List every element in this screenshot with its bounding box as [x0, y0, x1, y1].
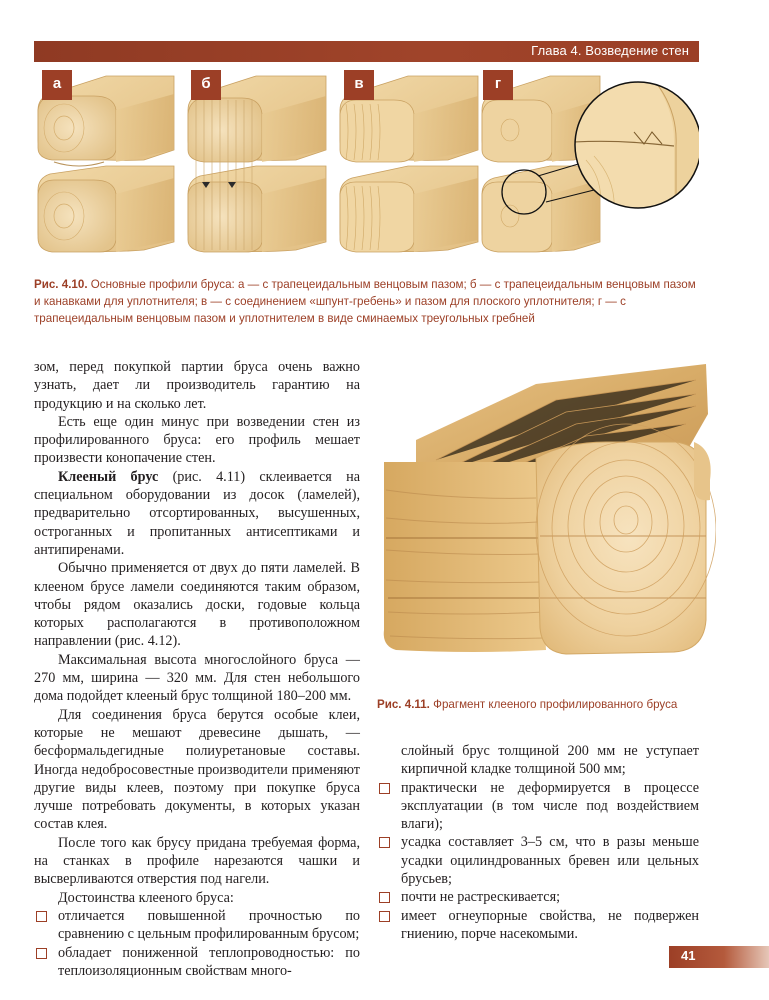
checkbox-bullet-icon — [379, 892, 390, 903]
checkbox-bullet-icon — [379, 783, 390, 794]
figure-caption-text: Фрагмент клееного профилированного бруса — [429, 698, 678, 711]
paragraph: Для соединения бруса берутся особые клеи, которые не мешают древесине дышать, — бесформальдегидные полиуретановые составы. Иногда недобросовестные производители применяют другие виды клеев, поэтому при покупке бруса лучше потребовать документы, в которых указан состав клея. — [34, 706, 360, 833]
profile-a — [38, 76, 174, 252]
figure-caption-4-10 — [34, 276, 704, 327]
paragraph: зом, перед покупкой партии бруса очень важно узнать, дает ли производитель гарантию на продукцию и на сколько лет. — [34, 359, 360, 412]
list-item — [377, 888, 699, 906]
list-item-text: обладает пониженной теплопроводностью: по теплоизоляционным свойствам много- — [58, 944, 360, 979]
figure-label-g: г — [483, 70, 513, 100]
paragraph-text: (рис. 4.11) склеивается на специальном оборудовании из досок (ламелей), предварительно отсортированных, высушенных, остроганных и пропитанных антисептиками и антипиренами. — [34, 468, 360, 558]
term-glued-timber: Клееный брус — [58, 468, 159, 485]
figure-label-b: б — [191, 70, 221, 100]
chapter-title: Глава 4. Возведение стен — [531, 43, 689, 58]
paragraph: После того как брусу придана требуемая форма, на станках в профиле нарезаются чашки и высверливаются отверстия под нагели. — [34, 834, 360, 888]
paragraph — [34, 468, 360, 559]
paragraph: Обычно применяется от двух до пяти ламелей. В клееном брусе ламели соединяются таким образом, чтобы рядом оказались доски, годовые кольца которых располагаются в противоположном направлении (рис. 4.12). — [34, 560, 360, 650]
advantages-list — [34, 907, 360, 980]
list-item-text: практически не деформируется в процессе эксплуатации (в том числе под воздействием влаги); — [401, 779, 699, 833]
list-item-text: имеет огнеупорные свойства, не подвержен гниению, порче насекомыми. — [401, 907, 699, 942]
right-column — [377, 742, 699, 943]
list-item — [377, 779, 699, 834]
checkbox-bullet-icon — [379, 837, 390, 848]
list-item — [377, 833, 699, 888]
paragraph: Есть еще один минус при возведении стен из профилированного бруса: его профиль мешает произвести конопачение стен. — [34, 413, 360, 467]
list-item — [34, 944, 360, 981]
page-number: 41 — [681, 948, 696, 963]
figure-caption-4-11 — [377, 697, 707, 713]
profile-v — [340, 76, 478, 252]
list-item — [34, 907, 360, 944]
list-item-continuation: слойный брус толщиной 200 мм не уступает кирпичной кладке толщиной 500 мм; — [401, 743, 699, 778]
figure-number: Рис. 4.11. — [377, 698, 430, 711]
glued-timber-illustration — [376, 350, 716, 690]
profile-b — [188, 76, 326, 252]
list-item-text: отличается повышенной прочностью по сравнению с цельным профилированным брусом; — [58, 907, 360, 943]
figure-caption-text: Основные профили бруса: а — с трапецеидальным венцовым пазом; б — с трапецеидальным венцовым пазом и канавками для уплотнителя; в — с соединением «шпунт-гребень» и пазом для плоского уплотнителя; г — с трапецеидальным венцовым пазом и уплотнителем в виде сминаемых треугольных гребней — [34, 278, 696, 325]
left-column — [34, 358, 360, 980]
figure-profiles — [34, 70, 699, 265]
chapter-header-band — [34, 41, 699, 62]
figure-number: Рис. 4.10. — [34, 278, 88, 291]
figure-label-a: а — [42, 70, 72, 100]
figure-glued-timber — [376, 350, 716, 690]
paragraph: Достоинства клееного бруса: — [58, 889, 234, 906]
checkbox-bullet-icon — [379, 911, 390, 922]
page-number-tab — [669, 946, 769, 968]
checkbox-bullet-icon — [36, 948, 47, 959]
figure-label-v: в — [344, 70, 374, 100]
paragraph: Максимальная высота многослойного бруса — 270 мм, ширина — 320 мм. Для стен небольшого дома подойдет клееный брус толщиной 180–200 мм. — [34, 651, 360, 705]
checkbox-bullet-icon — [36, 911, 47, 922]
advantages-list-continued — [377, 779, 699, 944]
list-item — [377, 907, 699, 944]
list-item-text: почти не растрескивается; — [401, 889, 561, 906]
list-item-text: усадка составляет 3–5 см, что в разы меньше усадки оцилиндрованных бревен или цельных брусьев; — [401, 834, 699, 888]
